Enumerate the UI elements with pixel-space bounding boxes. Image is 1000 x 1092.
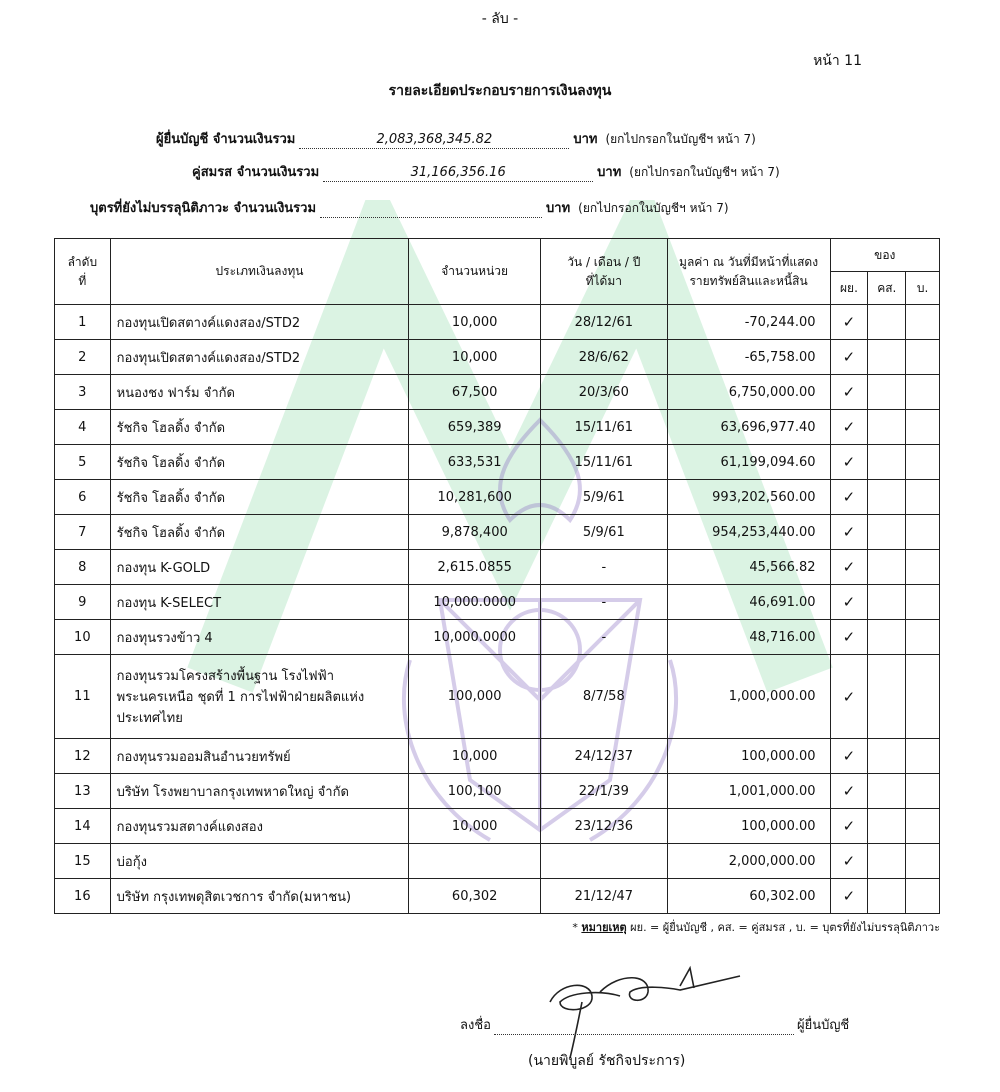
investment-rows xyxy=(55,305,940,914)
row-owner-declarant-check: ✓ xyxy=(830,340,868,375)
row-type: กองทุนรวมโครงสร้างพื้นฐาน โรงไฟฟ้าพระนครเหนือ ชุดที่ 1 การไฟฟ้าฝ่ายผลิตแห่งประเทศไทย xyxy=(110,655,409,739)
table-row xyxy=(55,879,940,914)
header-units: จำนวนหน่วย xyxy=(409,239,541,305)
table-row xyxy=(55,655,940,739)
row-owner-spouse-check xyxy=(868,340,906,375)
summary-children xyxy=(90,197,729,218)
table-row xyxy=(55,480,940,515)
summary-declarant-amount: 2,083,368,345.82 xyxy=(299,132,569,149)
row-units: 60,302 xyxy=(409,879,541,914)
row-no: 16 xyxy=(55,879,111,914)
row-owner-spouse-check xyxy=(868,375,906,410)
row-date: 20/3/60 xyxy=(541,375,668,410)
row-owner-declarant-check: ✓ xyxy=(830,550,868,585)
summary-spouse-amount: 31,166,356.16 xyxy=(323,165,593,182)
signature-line xyxy=(460,1014,849,1035)
row-owner-spouse-check xyxy=(868,480,906,515)
row-owner-spouse-check xyxy=(868,739,906,774)
row-units: 10,000 xyxy=(409,809,541,844)
row-date: - xyxy=(541,620,668,655)
row-no: 6 xyxy=(55,480,111,515)
row-no: 10 xyxy=(55,620,111,655)
summary-declarant-note: (ยกไปกรอกในบัญชีฯ หน้า 7) xyxy=(605,132,756,146)
row-owner-child-check xyxy=(906,410,940,445)
header-date: วัน / เดือน / ปี ที่ได้มา xyxy=(541,239,668,305)
row-owner-child-check xyxy=(906,879,940,914)
row-date xyxy=(541,844,668,879)
row-owner-spouse-check xyxy=(868,445,906,480)
row-value: 1,001,000.00 xyxy=(667,774,830,809)
row-owner-spouse-check xyxy=(868,844,906,879)
row-date: 5/9/61 xyxy=(541,480,668,515)
signature-role: ผู้ยื่นบัญชี xyxy=(796,1018,850,1033)
row-type: รัชกิจ โฮลดิ้ง จำกัด xyxy=(110,480,409,515)
row-units: 100,100 xyxy=(409,774,541,809)
row-owner-declarant-check: ✓ xyxy=(830,844,868,879)
table-row xyxy=(55,445,940,480)
row-no: 7 xyxy=(55,515,111,550)
signatory-name: (นายพิบูลย์ รัชกิจประการ) xyxy=(528,1053,686,1069)
row-type: บริษัท โรงพยาบาลกรุงเทพหาดใหญ่ จำกัด xyxy=(110,774,409,809)
row-no: 13 xyxy=(55,774,111,809)
row-type: กองทุนรวมออมสินอำนวยทรัพย์ xyxy=(110,739,409,774)
row-owner-child-check xyxy=(906,739,940,774)
row-type: กองทุนเปิดสตางค์แดงสอง/STD2 xyxy=(110,305,409,340)
row-date: - xyxy=(541,550,668,585)
row-type: หนองชง ฟาร์ม จำกัด xyxy=(110,375,409,410)
row-no: 2 xyxy=(55,340,111,375)
row-units: 10,281,600 xyxy=(409,480,541,515)
row-value: 100,000.00 xyxy=(667,739,830,774)
row-no: 9 xyxy=(55,585,111,620)
row-value: -70,244.00 xyxy=(667,305,830,340)
row-value: 6,750,000.00 xyxy=(667,375,830,410)
row-owner-child-check xyxy=(906,844,940,879)
row-no: 1 xyxy=(55,305,111,340)
row-value: 1,000,000.00 xyxy=(667,655,830,739)
row-date: 5/9/61 xyxy=(541,515,668,550)
row-units: 2,615.0855 xyxy=(409,550,541,585)
row-type: กองทุนเปิดสตางค์แดงสอง/STD2 xyxy=(110,340,409,375)
row-date: 8/7/58 xyxy=(541,655,668,739)
row-owner-declarant-check: ✓ xyxy=(830,375,868,410)
row-type: กองทุน K-GOLD xyxy=(110,550,409,585)
row-type: รัชกิจ โฮลดิ้ง จำกัด xyxy=(110,515,409,550)
table-row xyxy=(55,340,940,375)
header-owner-spouse: คส. xyxy=(868,272,906,305)
row-type: กองทุนรวงข้าว 4 xyxy=(110,620,409,655)
row-owner-spouse-check xyxy=(868,585,906,620)
row-owner-declarant-check: ✓ xyxy=(830,809,868,844)
investment-table xyxy=(54,238,940,914)
row-owner-child-check xyxy=(906,655,940,739)
row-owner-spouse-check xyxy=(868,809,906,844)
row-date: - xyxy=(541,585,668,620)
row-value: 63,696,977.40 xyxy=(667,410,830,445)
summary-spouse-unit: บาท xyxy=(597,165,622,180)
row-value: 954,253,440.00 xyxy=(667,515,830,550)
row-owner-declarant-check: ✓ xyxy=(830,480,868,515)
row-type: กองทุน K-SELECT xyxy=(110,585,409,620)
summary-spouse-label: คู่สมรส จำนวนเงินรวม xyxy=(192,165,320,180)
row-owner-declarant-check: ✓ xyxy=(830,585,868,620)
row-owner-declarant-check: ✓ xyxy=(830,410,868,445)
row-type: บริษัท กรุงเทพดุสิตเวชการ จำกัด(มหาชน) xyxy=(110,879,409,914)
row-owner-spouse-check xyxy=(868,879,906,914)
row-no: 12 xyxy=(55,739,111,774)
row-no: 15 xyxy=(55,844,111,879)
row-owner-spouse-check xyxy=(868,655,906,739)
summary-spouse xyxy=(192,161,780,182)
row-owner-child-check xyxy=(906,445,940,480)
table-row xyxy=(55,809,940,844)
row-value: 993,202,560.00 xyxy=(667,480,830,515)
signature-dotted-line xyxy=(494,1020,794,1035)
summary-spouse-note: (ยกไปกรอกในบัญชีฯ หน้า 7) xyxy=(629,165,780,179)
row-value: 48,716.00 xyxy=(667,620,830,655)
row-date: 15/11/61 xyxy=(541,410,668,445)
row-date: 21/12/47 xyxy=(541,879,668,914)
row-owner-child-check xyxy=(906,620,940,655)
row-date: 28/6/62 xyxy=(541,340,668,375)
row-type: กองทุนรวมสตางค์แดงสอง xyxy=(110,809,409,844)
row-owner-declarant-check: ✓ xyxy=(830,445,868,480)
legend-label: หมายเหตุ xyxy=(581,921,627,934)
row-date: 15/11/61 xyxy=(541,445,668,480)
row-no: 14 xyxy=(55,809,111,844)
row-date: 28/12/61 xyxy=(541,305,668,340)
row-owner-spouse-check xyxy=(868,305,906,340)
header-value: มูลค่า ณ วันที่มีหน้าที่แสดง รายทรัพย์สินและหนี้สิน xyxy=(667,239,830,305)
row-date: 22/1/39 xyxy=(541,774,668,809)
summary-children-unit: บาท xyxy=(546,201,571,216)
row-owner-child-check xyxy=(906,375,940,410)
row-units: 10,000 xyxy=(409,305,541,340)
row-type: รัชกิจ โฮลดิ้ง จำกัด xyxy=(110,410,409,445)
row-owner-spouse-check xyxy=(868,774,906,809)
legend-text: ผย. = ผู้ยื่นบัญชี , คส. = คู่สมรส , บ. = บุตรที่ยังไม่บรรลุนิติภาวะ xyxy=(630,921,940,934)
summary-declarant-unit: บาท xyxy=(573,132,598,147)
table-row xyxy=(55,844,940,879)
row-owner-declarant-check: ✓ xyxy=(830,305,868,340)
header-owner-declarant: ผย. xyxy=(830,272,868,305)
page-number: หน้า 11 xyxy=(813,53,862,69)
summary-declarant-label: ผู้ยื่นบัญชี จำนวนเงินรวม xyxy=(156,132,296,147)
summary-children-amount xyxy=(320,201,542,218)
row-owner-declarant-check: ✓ xyxy=(830,879,868,914)
row-owner-spouse-check xyxy=(868,620,906,655)
row-owner-child-check xyxy=(906,809,940,844)
row-units: 10,000 xyxy=(409,739,541,774)
row-units: 100,000 xyxy=(409,655,541,739)
row-units xyxy=(409,844,541,879)
row-owner-declarant-check: ✓ xyxy=(830,774,868,809)
row-date: 23/12/36 xyxy=(541,809,668,844)
row-units: 10,000.0000 xyxy=(409,585,541,620)
table-row xyxy=(55,375,940,410)
row-value: 2,000,000.00 xyxy=(667,844,830,879)
row-owner-declarant-check: ✓ xyxy=(830,655,868,739)
legend-note: * หมายเหตุ ผย. = ผู้ยื่นบัญชี , คส. = คู่สมรส , บ. = บุตรที่ยังไม่บรรลุนิติภาวะ xyxy=(572,921,940,934)
header-no: ลำดับ ที่ xyxy=(55,239,111,305)
header-owner: ของ xyxy=(830,239,939,272)
row-no: 8 xyxy=(55,550,111,585)
row-owner-child-check xyxy=(906,515,940,550)
row-owner-declarant-check: ✓ xyxy=(830,739,868,774)
row-units: 10,000 xyxy=(409,340,541,375)
table-row xyxy=(55,774,940,809)
row-owner-child-check xyxy=(906,480,940,515)
summary-children-label: บุตรที่ยังไม่บรรลุนิติภาวะ จำนวนเงินรวม xyxy=(90,201,317,216)
summary-children-note: (ยกไปกรอกในบัญชีฯ หน้า 7) xyxy=(578,201,729,215)
signature-sign-label: ลงชื่อ xyxy=(460,1018,491,1033)
row-no: 5 xyxy=(55,445,111,480)
table-row xyxy=(55,305,940,340)
row-owner-child-check xyxy=(906,305,940,340)
row-value: 45,566.82 xyxy=(667,550,830,585)
row-type: บ่อกุ้ง xyxy=(110,844,409,879)
table-row xyxy=(55,739,940,774)
row-owner-child-check xyxy=(906,550,940,585)
table-row xyxy=(55,550,940,585)
page-title: รายละเอียดประกอบรายการเงินลงทุน xyxy=(388,83,612,99)
row-units: 659,389 xyxy=(409,410,541,445)
row-owner-child-check xyxy=(906,340,940,375)
row-value: 46,691.00 xyxy=(667,585,830,620)
row-owner-child-check xyxy=(906,774,940,809)
row-owner-spouse-check xyxy=(868,550,906,585)
row-value: 61,199,094.60 xyxy=(667,445,830,480)
row-owner-child-check xyxy=(906,585,940,620)
table-row xyxy=(55,410,940,445)
handwritten-signature xyxy=(530,962,760,1062)
row-value: 60,302.00 xyxy=(667,879,830,914)
classification-label: - ลับ - xyxy=(481,11,519,27)
row-no: 4 xyxy=(55,410,111,445)
header-type: ประเภทเงินลงทุน xyxy=(110,239,409,305)
row-value: 100,000.00 xyxy=(667,809,830,844)
row-units: 67,500 xyxy=(409,375,541,410)
table-row xyxy=(55,515,940,550)
row-owner-spouse-check xyxy=(868,515,906,550)
row-type: รัชกิจ โฮลดิ้ง จำกัด xyxy=(110,445,409,480)
row-owner-declarant-check: ✓ xyxy=(830,515,868,550)
row-value: -65,758.00 xyxy=(667,340,830,375)
row-units: 9,878,400 xyxy=(409,515,541,550)
row-owner-spouse-check xyxy=(868,410,906,445)
row-owner-declarant-check: ✓ xyxy=(830,620,868,655)
row-units: 10,000.0000 xyxy=(409,620,541,655)
row-units: 633,531 xyxy=(409,445,541,480)
row-date: 24/12/37 xyxy=(541,739,668,774)
table-row xyxy=(55,620,940,655)
summary-declarant xyxy=(156,128,756,149)
row-no: 11 xyxy=(55,655,111,739)
header-owner-child: บ. xyxy=(906,272,940,305)
table-row xyxy=(55,585,940,620)
row-no: 3 xyxy=(55,375,111,410)
